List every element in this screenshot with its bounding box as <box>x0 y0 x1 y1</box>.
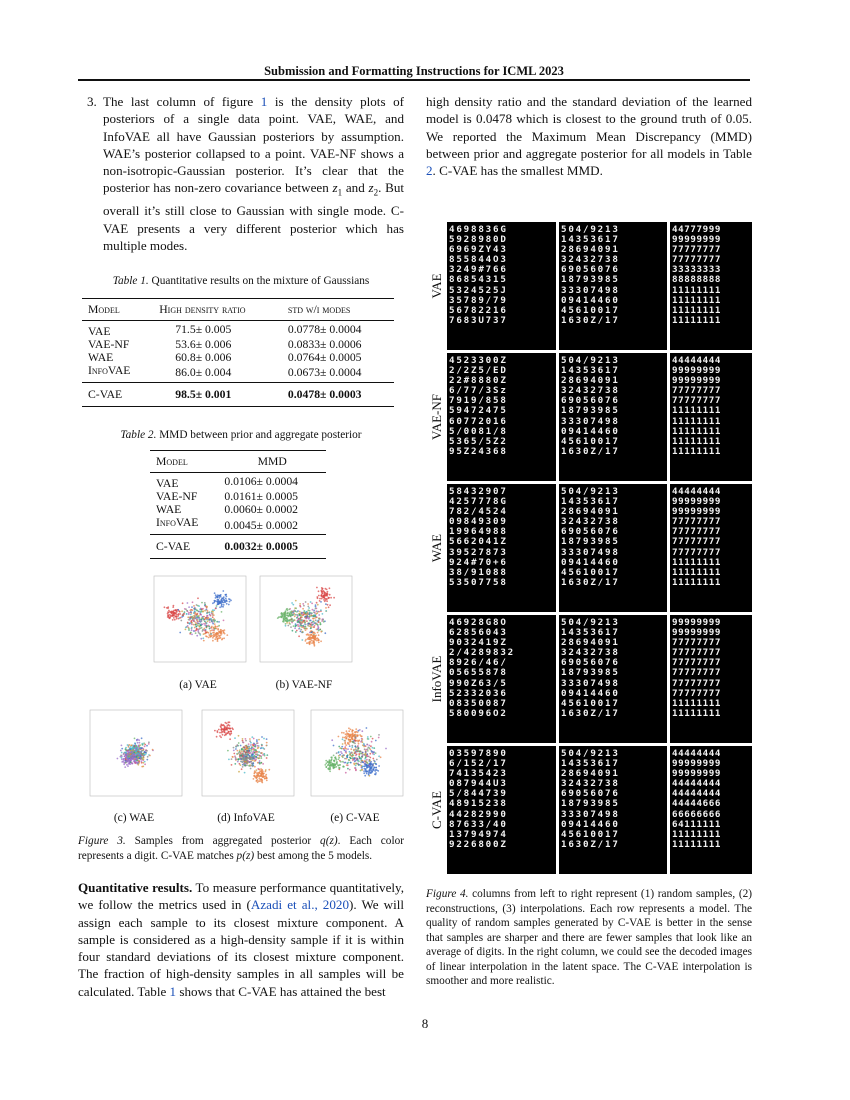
subcaption-vae-nf: (b) VAE-NF <box>275 679 333 691</box>
digit-grid: 99999999 99999999 77777777 77777777 77777777 77777777 77777777 77777777 11111111 11111111 <box>672 617 722 719</box>
digit-grid: 44444444 99999999 99999999 77777777 77777777 77777777 77777777 11111111 11111111 11111111 <box>672 486 722 588</box>
interpolations-panel <box>670 746 752 874</box>
digit-grid: 4698836G 5928980D 6969ZY43 855844O3 3249#766 86854315 5324525J 35789/79 56782216 7683U737 <box>449 224 508 326</box>
random-samples-panel <box>447 746 556 874</box>
interpolations-panel <box>670 484 752 612</box>
reconstructions-panel <box>559 484 667 612</box>
subcaption-wae: (c) WAE <box>113 812 155 824</box>
scatter-plot-infovae <box>194 706 298 806</box>
subcaption-vae: (a) VAE <box>179 679 217 691</box>
digit-grid: 504/9213 14353617 28694091 32432738 69056076 18793985 33307498 09414460 45610017 1630Z/17 <box>561 617 620 719</box>
digit-grid: 58432907 4257778G 782/4524 09849309 19964988 5662041Z 39527873 924#70+6 38/91088 53507758 <box>449 486 508 588</box>
table-row: VAE-NF 53.6± 0.006 0.0833± 0.0006 <box>88 337 362 351</box>
figure-4-caption: Figure 4. columns from left to right represent (1) random samples, (2) reconstructions, (3) interpolations. Each row represents a model. The quality of random samples generated by C-VAE is better in the sense that samples are sharper and there are fewer samples that look like an average of digits. In the right column, we could see the decoded images of linear interpolation in the latent space. The C-VAE interpolation is smoother and more realistic. <box>426 888 752 987</box>
subcaption-infovae: (d) InfoVAE <box>217 812 275 824</box>
digit-grid: 504/9213 14353617 28694091 32432738 69056076 18793985 33307498 09414460 45610017 1630Z/17 <box>561 224 620 326</box>
scatter-plot-wae <box>82 706 186 806</box>
figure-4-row-label: VAE <box>429 273 444 299</box>
figure-4-row-label: InfoVAE <box>429 655 444 703</box>
right-paragraph: high density ratio and the standard deviation of the learned model is 0.0478 which is closest to the ground truth of 0.05. We reported the Maximum Mean Discrepancy (MMD) between prior and aggregate posterior for all models in Table 2. C-VAE has the smallest MMD. <box>426 94 752 179</box>
scatter-plot-vae <box>146 572 250 672</box>
scatter-vae-nf <box>252 572 356 672</box>
table-2-header: Model <box>156 455 188 469</box>
digit-grid: 4523300Z 2/2Z5/ED 22#8880Z 6/77/3Sz 7919/858 59472475 60772016 5/0081/8 5365/5Z2 95Z24368 <box>449 355 508 457</box>
left-column <box>78 93 404 559</box>
table-row: VAE-NF 0.0161± 0.0005 <box>156 490 299 504</box>
table-2-link[interactable]: 2 <box>426 163 433 179</box>
scatter-infovae <box>194 706 298 806</box>
table-row-best: C-VAE 0.0032± 0.0005 <box>150 535 326 559</box>
table-1-caption: Table 1. Quantitative results on the mixture of Gaussians <box>112 275 370 288</box>
page-number: 8 <box>421 1016 429 1031</box>
scatter-plot-vae-nf <box>252 572 356 672</box>
table-1-header: Model <box>88 302 120 316</box>
list-number: 3. <box>87 94 97 109</box>
random-samples-panel <box>447 484 556 612</box>
reconstructions-panel <box>559 615 667 743</box>
citation-link[interactable]: Azadi et al., 2020 <box>250 897 349 913</box>
table-2 <box>150 450 326 559</box>
interpolations-panel <box>670 615 752 743</box>
table-row: WAE 60.8± 0.006 0.0764± 0.0005 <box>88 350 362 364</box>
reconstructions-panel <box>559 222 667 350</box>
interpolations-panel <box>670 222 752 350</box>
table-row-best: C-VAE 98.5± 0.001 0.0478± 0.0003 <box>82 382 394 406</box>
subcaption-cvae: (e) C-VAE <box>330 812 380 824</box>
table-1-header: std w/i modes <box>287 302 351 316</box>
table-2-header-row <box>150 451 326 473</box>
scatter-vae <box>146 572 250 672</box>
scatter-wae <box>82 706 186 806</box>
table-1-header-row <box>82 298 394 320</box>
figure-4-row-label: C-VAE <box>429 790 444 830</box>
digit-grid: 504/9213 14353617 28694091 32432738 69056076 18793985 33307498 09414460 45610017 1630Z/17 <box>561 486 620 588</box>
digit-grid: 44444444 99999999 99999999 44444444 44444444 44444666 66666666 64111111 11111111 11111111 <box>672 748 722 850</box>
table-1-header: High density ratio <box>159 302 246 316</box>
table-2-caption: Table 2. MMD between prior and aggregate posterior <box>120 428 362 441</box>
section-heading: Quantitative results. <box>78 880 193 895</box>
list-item-3: 3. The last column of figure 1 is the density plots of posteriors of a single data point. VAE, WAE, and InfoVAE all have Gaussian posteriors by assumption. WAE’s posterior collapsed to a point. VAE-NF shows a non-isotropic-Gaussian posterior. It’s clear that the posterior has non-zero covariance between $z_1$ and $z_2$. But overall it’s still close to Gaussian with single mode. C-VAE presents a very different posterior which has multiple modes. <box>87 94 405 253</box>
quantitative-results-paragraph: Quantitative results. To measure performance quantitatively, we follow the metrics used in (Azadi et al., 2020). We will assign each sample to its closest mixture component. A sample is considered as a high-density sample if it is within four standard deviations of its closest mixture component. The fraction of high-density samples in all samples will be calculated. Table 1 shows that C-VAE has attained the best <box>78 880 405 999</box>
scatter-cvae <box>303 706 407 806</box>
random-samples-panel <box>447 615 556 743</box>
table-row: WAE 0.0060± 0.0002 <box>156 503 299 517</box>
table-1-link[interactable]: 1 <box>169 983 177 999</box>
table-row: InfoVAE 86.0± 0.004 0.0673± 0.0004 <box>82 364 394 383</box>
figure-4-row-label: WAE <box>429 533 444 563</box>
figure-1-link[interactable]: 1 <box>260 94 268 109</box>
digit-grid: 46928G8O 62856043 9032419Z 2/4289832 8926/46/ 05655878 990Z63/5 52332036 08350087 580096O2 <box>449 617 515 719</box>
interpolations-panel <box>670 353 752 481</box>
table-row: VAE 71.5± 0.005 0.0778± 0.0004 <box>88 322 362 338</box>
scatter-plot-cvae <box>303 706 407 806</box>
table-row: InfoVAE 0.0045± 0.0002 <box>150 516 326 535</box>
figure-3-caption: Figure 3. Samples from aggregated posterior q(z). Each color represents a digit. C-VAE matches p(z) best among the 5 models. <box>78 835 404 862</box>
header-rule <box>78 79 750 81</box>
digit-grid: 504/9213 14353617 28694091 32432738 69056076 18793985 33307498 09414460 45610017 1630Z/17 <box>561 748 620 850</box>
reconstructions-panel <box>559 746 667 874</box>
table-1 <box>82 298 394 407</box>
digit-grid: 03597890 6/152/17 74135423 087944U3 5/844739 48915238 44282990 87633/40 13794974 9226800Z <box>449 748 508 850</box>
digit-grid: 44777999 99999999 77777777 77777777 33333333 88888888 11111111 11111111 11111111 11111111 <box>672 224 722 326</box>
right-column <box>426 93 752 179</box>
digit-grid: 504/9213 14353617 28694091 32432738 69056076 18793985 33307498 09414460 45610017 1630Z/17 <box>561 355 620 457</box>
table-row: VAE 0.0106± 0.0004 <box>156 475 299 491</box>
figure-4-row-label: VAE-NF <box>429 394 444 440</box>
table-2-header: MMD <box>257 455 287 469</box>
running-header: Submission and Formatting Instructions for ICML 2023 <box>264 64 564 78</box>
reconstructions-panel <box>559 353 667 481</box>
digit-grid: 44444444 99999999 99999999 77777777 77777777 11111111 11111111 11111111 11111111 11111111 <box>672 355 722 457</box>
random-samples-panel <box>447 353 556 481</box>
random-samples-panel <box>447 222 556 350</box>
